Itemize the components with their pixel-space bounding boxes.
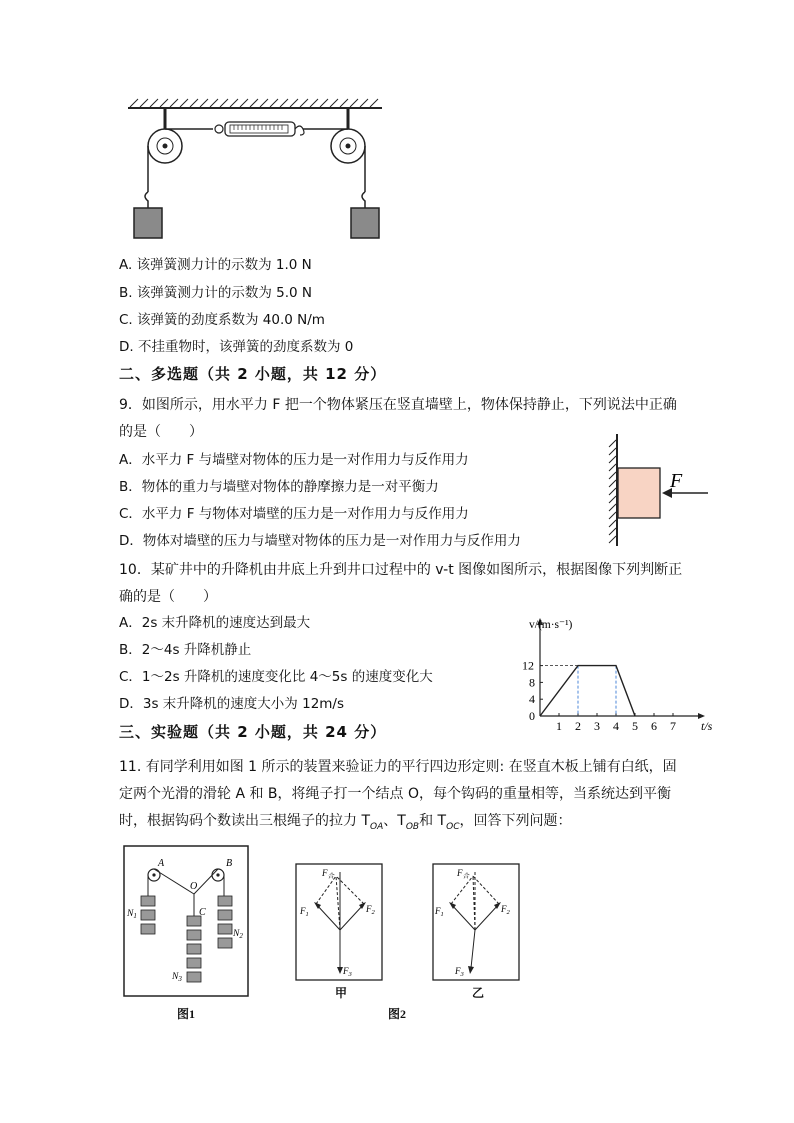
sub-oa: OA (370, 821, 384, 832)
q11-line3 (119, 812, 571, 836)
label-n3: $N_3$ (172, 972, 182, 983)
q9-option-a: A．水平力 F 与墙壁对物体的压力是一对作用力与反作用力 (119, 452, 469, 468)
y-tick-label: 4 (529, 692, 535, 707)
pulley-spring-figure (120, 96, 390, 246)
q11-line3-a: 时，根据钩码个数读出三根绳子的拉力 T (119, 813, 371, 829)
x-tick-label: 3 (594, 719, 600, 733)
q8-option-a: A. 该弹簧测力计的示数为 1.0 N (119, 257, 312, 273)
x-tick-label: 4 (613, 719, 619, 733)
q8-option-c: C. 该弹簧的劲度系数为 40.0 N/m (119, 312, 325, 328)
caption-jia: 甲 (335, 986, 348, 1000)
figure1-apparatus (122, 844, 252, 999)
q9-option-d: D．物体对墙壁的压力与墙壁对物体的压力是一对作用力与反作用力 (119, 533, 521, 549)
label-n1: $N_1$ (127, 909, 137, 920)
q10-stem-line1: 10．某矿井中的升降机由井底上升到井口过程中的 v-t 图像如图所示，根据图像下列判断正 (119, 562, 683, 578)
jia-f-he: $F_合$ (322, 868, 334, 880)
q9-stem-line2: 的是（ ） (119, 424, 203, 440)
q10-option-c: C．1～2s 升降机的速度变化比 4～5s 的速度变化大 (119, 669, 433, 685)
q11-line2: 定两个光滑的滑轮 A 和 B，将绳子打一个结点 O，每个钩码的重量相等，当系统达到平衡 (119, 786, 671, 802)
label-o: O (190, 881, 198, 892)
yi-f1: $F_1$ (435, 906, 444, 918)
x-tick-label: 5 (632, 719, 638, 733)
q9-option-b: B．物体的重力与墙壁对物体的静摩擦力是一对平衡力 (119, 479, 439, 495)
q10-stem-line2: 确的是（ ） (119, 589, 217, 605)
q8-option-b: B. 该弹簧测力计的示数为 5.0 N (119, 285, 312, 301)
x-tick-label: 6 (651, 719, 657, 733)
q9-option-c: C．水平力 F 与物体对墙壁的压力是一对作用力与反作用力 (119, 506, 469, 522)
label-c: C (199, 907, 206, 918)
wall-block-figure (600, 432, 715, 550)
q8-option-d: D. 不挂重物时，该弹簧的劲度系数为 0 (119, 339, 354, 355)
q10-option-a: A．2s 末升降机的速度达到最大 (119, 615, 311, 631)
yi-f3: $F_3$ (455, 966, 464, 978)
x-axis-label: t/s (701, 719, 713, 733)
sub-oc: OC (446, 821, 460, 832)
q9-stem-line1: 9．如图所示，用水平力 F 把一个物体紧压在竖直墙壁上，物体保持静止，下列说法中正确 (119, 397, 677, 413)
y-tick-label: 12 (522, 658, 534, 673)
jia-f1: $F_1$ (300, 906, 309, 918)
figure2-yi (431, 862, 523, 982)
y-axis-label: v/(m·s⁻¹) (529, 619, 573, 631)
figure1-caption: 图1 (177, 1007, 196, 1021)
q10-option-b: B．2～4s 升降机静止 (119, 642, 252, 658)
label-a: A (158, 858, 165, 869)
x-tick-label: 2 (575, 719, 581, 733)
jia-f3: $F_3$ (343, 966, 352, 978)
yi-f2: $F_2$ (501, 904, 510, 916)
q11-line3-b: ，回答下列问题： (459, 813, 572, 829)
section3-title: 三、实验题（共 2 小题，共 24 分） (119, 723, 387, 741)
figure2-caption: 图2 (388, 1007, 407, 1021)
sub-ob: OB (405, 821, 420, 832)
origin-label: 0 (529, 709, 535, 723)
q11-sep1: 、T (383, 813, 406, 829)
q11-line1: 11. 有同学利用如图 1 所示的装置来验证力的平行四边形定则: 在竖直木板上铺有白纸，固 (119, 759, 677, 775)
q11-sep2: 和 T (419, 813, 447, 829)
vt-series-line (540, 666, 635, 716)
figure2-jia (294, 862, 386, 982)
yi-f-he: $F_合$ (457, 868, 469, 880)
jia-f2: $F_2$ (366, 904, 375, 916)
label-b: B (226, 858, 233, 869)
label-n2: $N_2$ (233, 929, 243, 940)
vt-chart (515, 612, 725, 734)
section2-title: 二、多选题（共 2 小题，共 12 分） (119, 365, 387, 383)
q10-option-d: D．3s 末升降机的速度大小为 12m/s (119, 696, 345, 712)
force-f-label: F (670, 470, 683, 492)
x-tick-label: 1 (556, 719, 562, 733)
y-tick-label: 8 (529, 675, 535, 690)
caption-yi: 乙 (472, 986, 485, 1000)
x-tick-label: 7 (670, 719, 676, 733)
